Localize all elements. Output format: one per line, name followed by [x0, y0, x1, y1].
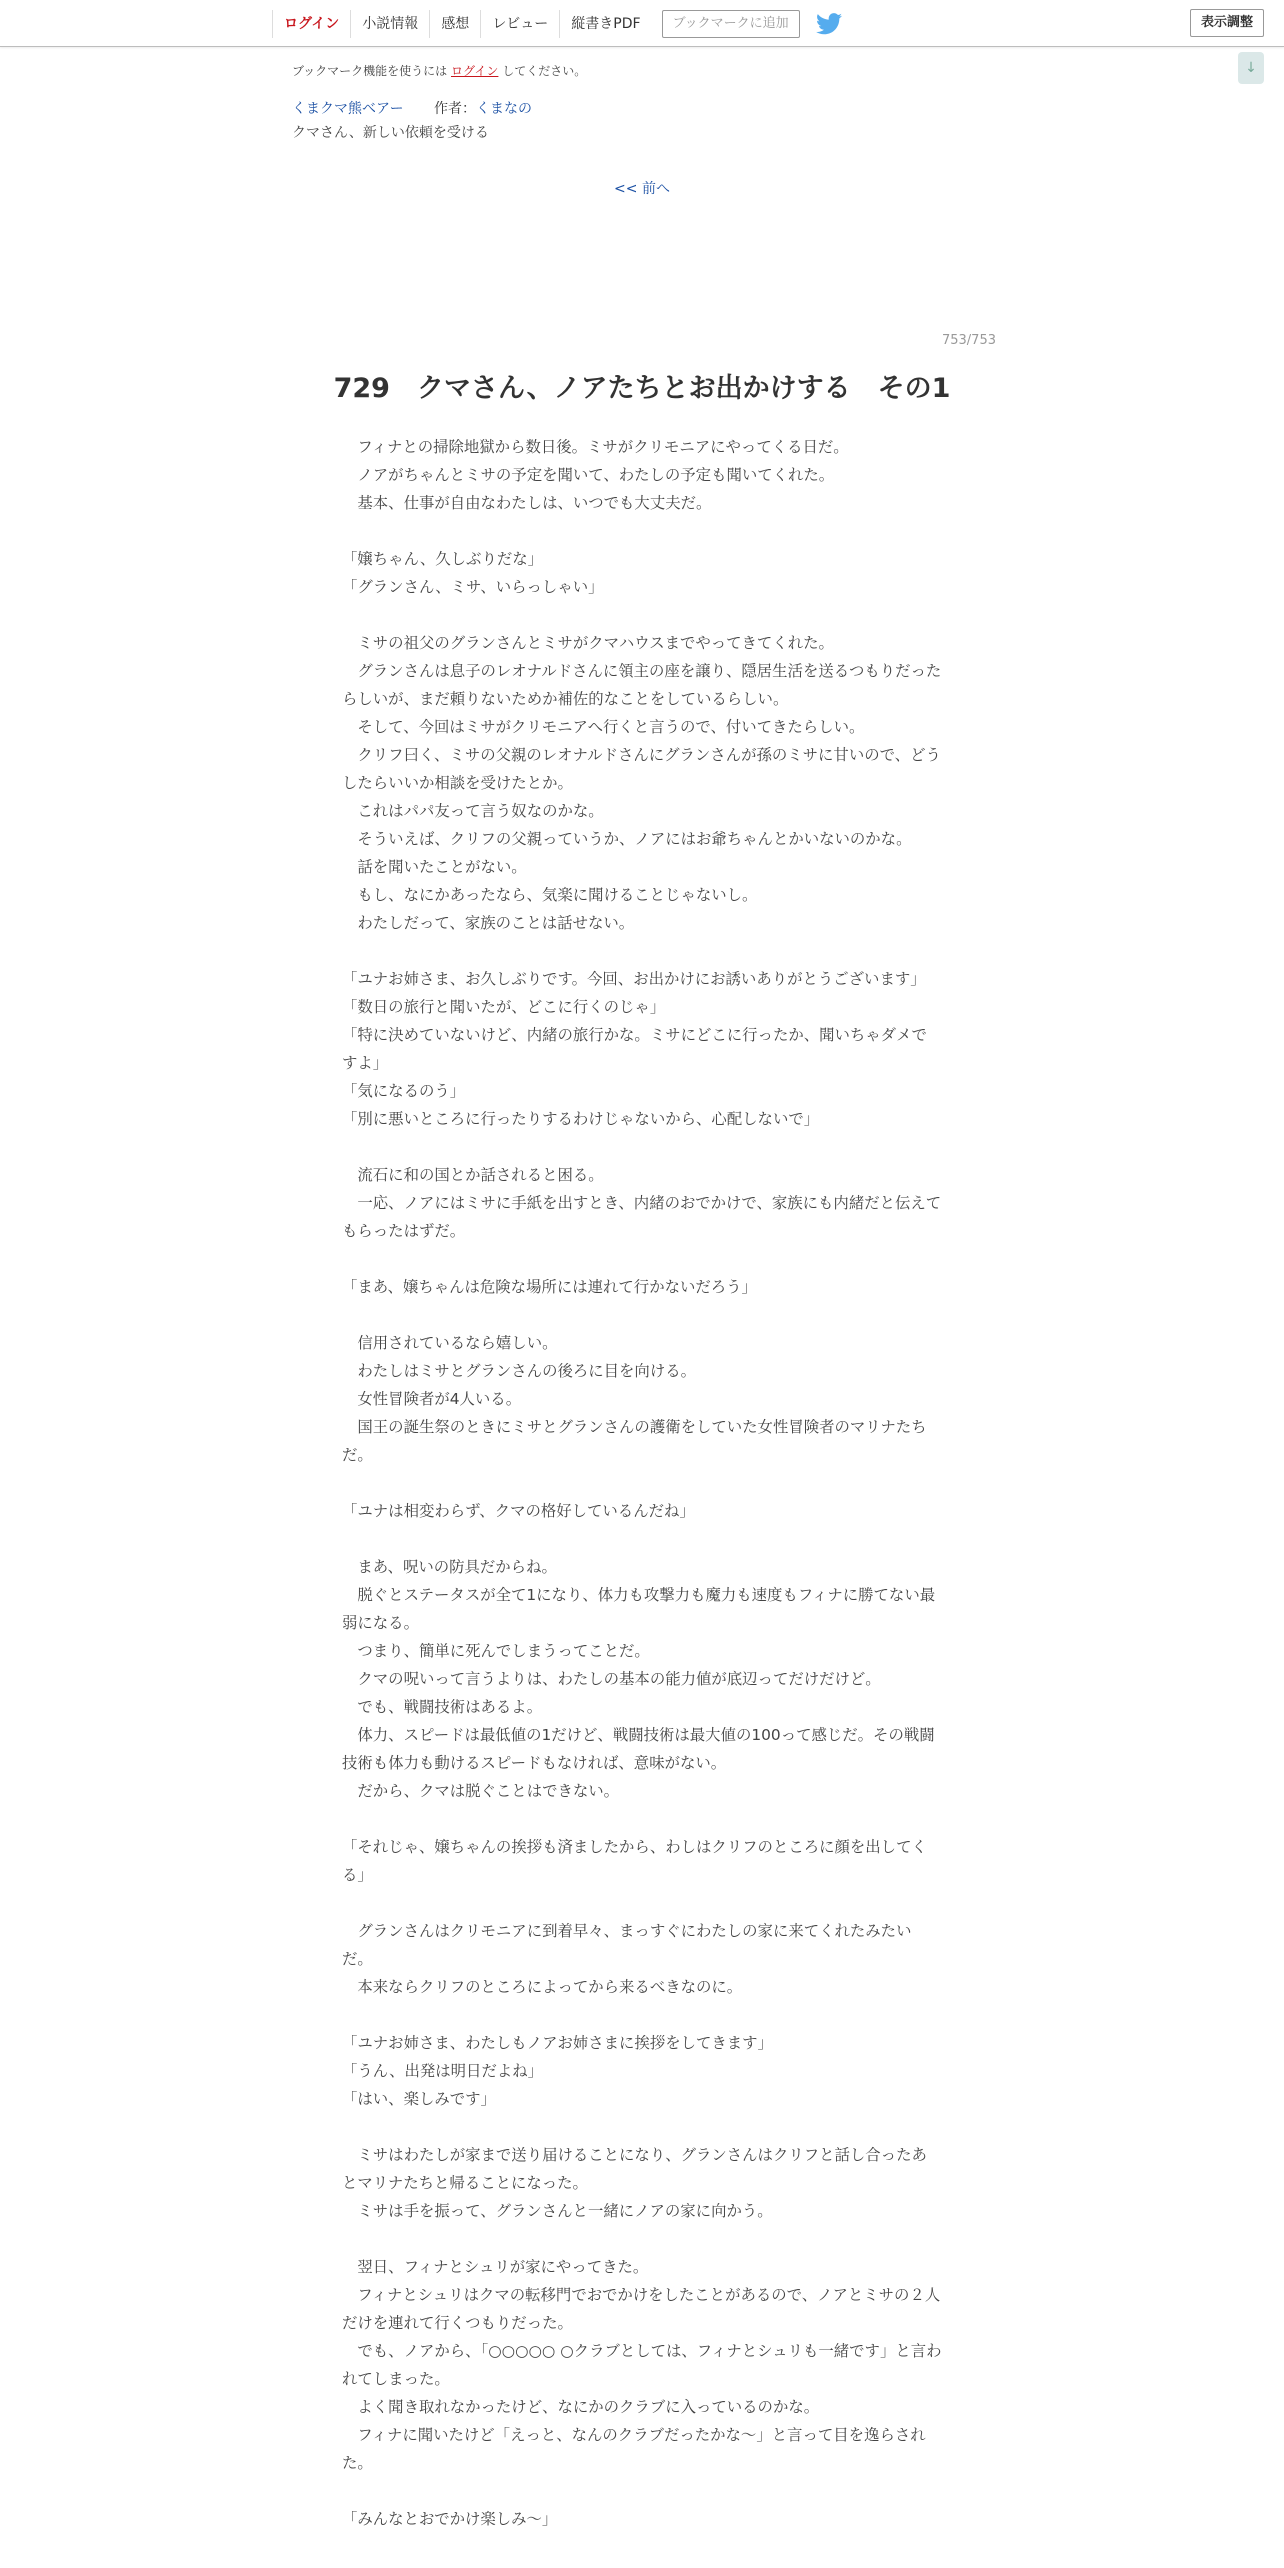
- novel-paragraph: 「うん、出発は明日だよね」: [342, 2062, 544, 2080]
- bookmark-note-login-link[interactable]: ログイン: [451, 64, 499, 78]
- login-link[interactable]: ログイン: [272, 10, 350, 38]
- novel-paragraph: 基本、仕事が自由なわたしは、いつでも大丈夫だ。: [342, 494, 712, 512]
- novel-paragraph: そういえば、クリフの父親っていうか、ノアにはお爺ちゃんとかいないのかな。: [342, 830, 912, 848]
- blank-line: [342, 2001, 942, 2029]
- top-navigation-bar: [0, 0, 1284, 47]
- twitter-icon[interactable]: [816, 13, 842, 35]
- novel-paragraph: 「グランさん、ミサ、いらっしゃい」: [342, 578, 604, 596]
- author-link[interactable]: くまなの: [476, 101, 533, 117]
- bookmark-login-notice: [292, 62, 586, 79]
- series-info: [292, 98, 532, 118]
- novel-paragraph: そして、今回はミサがクリモニアへ行くと言うので、付いてきたらしい。: [342, 718, 865, 736]
- novel-paragraph: ミサはわたしが家まで送り届けることになり、グランさんはクリフと話し合ったあとマリナたちと帰ることになった。: [342, 2146, 927, 2192]
- chapter-group-title: クマさん、新しい依頼を受ける: [292, 125, 489, 141]
- novel-info-link[interactable]: 小説情報: [350, 10, 429, 38]
- novel-paragraph: 国王の誕生祭のときにミサとグランさんの護衛をしていた女性冒険者のマリナたちだ。: [342, 1418, 927, 1464]
- scroll-down-button[interactable]: ↓: [1238, 52, 1264, 84]
- novel-paragraph: もし、なにかあったなら、気楽に聞けることじゃないし。: [342, 886, 758, 904]
- blank-line: [342, 1469, 942, 1497]
- blank-line: [342, 1889, 942, 1917]
- novel-paragraph: フィナに聞いたけど「えっと、なんのクラブだったかな～」と言って目を逸らされた。: [342, 2426, 926, 2472]
- chapter-title: 729 クマさん、ノアたちとお出かけする その1: [333, 373, 951, 404]
- novel-paragraph: だから、クマは脱ぐことはできない。: [342, 1782, 620, 1800]
- novel-paragraph: 「気になるのう」: [342, 1082, 466, 1100]
- novel-paragraph: 「数日の旅行と聞いたが、どこに行くのじゃ」: [342, 998, 666, 1016]
- blank-line: [342, 1805, 942, 1833]
- novel-paragraph: よく聞き取れなかったけど、なにかのクラブに入っているのかな。: [342, 2398, 820, 2416]
- novel-paragraph: これはパパ友って言う奴なのかな。: [342, 802, 604, 820]
- novel-body: [342, 433, 942, 2533]
- novel-paragraph: 体力、スピードは最低値の1だけど、戦闘技術は最大値の100って感じだ。その戦闘技術も体力も動けるスピードもなければ、意味がない。: [342, 1726, 935, 1772]
- novel-paragraph: 「ユナは相変わらず、クマの格好しているんだね」: [342, 1502, 695, 1520]
- novel-paragraph: 脱ぐとステータスが全て1になり、体力も攻撃力も魔力も速度もフィナに勝てない最弱になる。: [342, 1586, 936, 1632]
- novel-paragraph: 「みんなとおでかけ楽しみ～」: [342, 2510, 558, 2528]
- novel-paragraph: つまり、簡単に死んでしまうってことだ。: [342, 1642, 650, 1660]
- novel-paragraph: まあ、呪いの防具だからね。: [342, 1558, 557, 1576]
- bookmark-note-prefix: ブックマーク機能を使うには: [292, 64, 448, 78]
- novel-paragraph: 女性冒険者が4人いる。: [342, 1390, 522, 1408]
- author-label: 作者：: [434, 101, 477, 117]
- blank-line: [342, 1133, 942, 1161]
- blank-line: [342, 601, 942, 629]
- novel-paragraph: フィナとの掃除地獄から数日後。ミサがクリモニアにやってくる日だ。: [342, 438, 849, 456]
- novel-paragraph: 一応、ノアにはミサに手紙を出すとき、内緒のおでかけで、家族にも内緒だと伝えてもらったはずだ。: [342, 1194, 942, 1240]
- novel-paragraph: クマの呪いって言うよりは、わたしの基本の能力値が底辺ってだけだけど。: [342, 1670, 881, 1688]
- novel-paragraph: ノアがちゃんとミサの予定を聞いて、わたしの予定も聞いてくれた。: [342, 466, 835, 484]
- novel-paragraph: 「ユナお姉さま、お久しぶりです。今回、お出かけにお誘いありがとうございます」: [342, 970, 926, 988]
- novel-paragraph: 流石に和の国とか話されると困る。: [342, 1166, 604, 1184]
- blank-line: [342, 2225, 942, 2253]
- bookmark-note-suffix: してください。: [502, 64, 587, 78]
- display-settings-button[interactable]: 表示調整: [1190, 9, 1264, 37]
- series-title-link[interactable]: くまクマ熊ベアー: [292, 101, 404, 117]
- novel-paragraph: 「まあ、嬢ちゃんは危険な場所には連れて行かないだろう」: [342, 1278, 757, 1296]
- blank-line: [342, 2477, 942, 2505]
- novel-paragraph: フィナとシュリはクマの転移門でおでかけをしたことがあるので、ノアとミサの２人だけを連れて行くつもりだった。: [342, 2286, 941, 2332]
- blank-line: [342, 2113, 942, 2141]
- novel-paragraph: グランさんは息子のレオナルドさんに領主の座を譲り、隠居生活を送るつもりだったらしいが、まだ頼りないためか補佐的なことをしているらしい。: [342, 662, 942, 708]
- novel-paragraph: 「ユナお姉さま、わたしもノアお姉さまに挨拶をしてきます」: [342, 2034, 773, 2052]
- novel-paragraph: わたしはミサとグランさんの後ろに目を向ける。: [342, 1362, 696, 1380]
- novel-paragraph: クリフ曰く、ミサの父親のレオナルドさんにグランさんが孫のミサに甘いので、どうしたらいいか相談を受けたとか。: [342, 746, 941, 792]
- novel-paragraph: 翌日、フィナとシュリが家にやってきた。: [342, 2258, 649, 2276]
- blank-line: [342, 517, 942, 545]
- novel-paragraph: わたしだって、家族のことは話せない。: [342, 914, 635, 932]
- novel-paragraph: でも、ノアから、「○○○○○ ○クラブとしては、フィナとシュリも一緒です」と言われてしまった。: [342, 2342, 942, 2388]
- add-bookmark-button[interactable]: ブックマークに追加: [662, 10, 800, 38]
- blank-line: [342, 1301, 942, 1329]
- novel-paragraph: でも、戦闘技術はあるよ。: [342, 1698, 543, 1716]
- main-nav: [272, 10, 842, 38]
- review-link[interactable]: レビュー: [480, 10, 559, 38]
- vertical-pdf-link[interactable]: 縦書きPDF: [559, 10, 651, 38]
- impressions-link[interactable]: 感想: [429, 10, 480, 38]
- novel-paragraph: 話を聞いたことがない。: [342, 858, 527, 876]
- novel-paragraph: 本来ならクリフのところによってから来るべきなのに。: [342, 1978, 743, 1996]
- page-counter: 753/753: [941, 333, 996, 348]
- blank-line: [342, 1525, 942, 1553]
- novel-paragraph: 「特に決めていないけど、内緒の旅行かな。ミサにどこに行ったか、聞いちゃダメですよ」: [342, 1026, 927, 1072]
- novel-paragraph: 「嬢ちゃん、久しぶりだな」: [342, 550, 544, 568]
- blank-line: [342, 937, 942, 965]
- novel-paragraph: 「はい、楽しみです」: [342, 2090, 496, 2108]
- novel-paragraph: 「別に悪いところに行ったりするわけじゃないから、心配しないで」: [342, 1110, 820, 1128]
- novel-paragraph: ミサの祖父のグランさんとミサがクマハウスまでやってきてくれた。: [342, 634, 834, 652]
- novel-paragraph: グランさんはクリモニアに到着早々、まっすぐにわたしの家に来てくれたみたいだ。: [342, 1922, 912, 1968]
- novel-paragraph: ミサは手を振って、グランさんと一緒にノアの家に向かう。: [342, 2202, 773, 2220]
- blank-line: [342, 1245, 942, 1273]
- novel-paragraph: 信用されているなら嬉しい。: [342, 1334, 558, 1352]
- previous-chapter-link[interactable]: << 前へ: [614, 181, 670, 197]
- novel-paragraph: 「それじゃ、嬢ちゃんの挨拶も済ましたから、わしはクリフのところに顔を出してくる」: [342, 1838, 927, 1884]
